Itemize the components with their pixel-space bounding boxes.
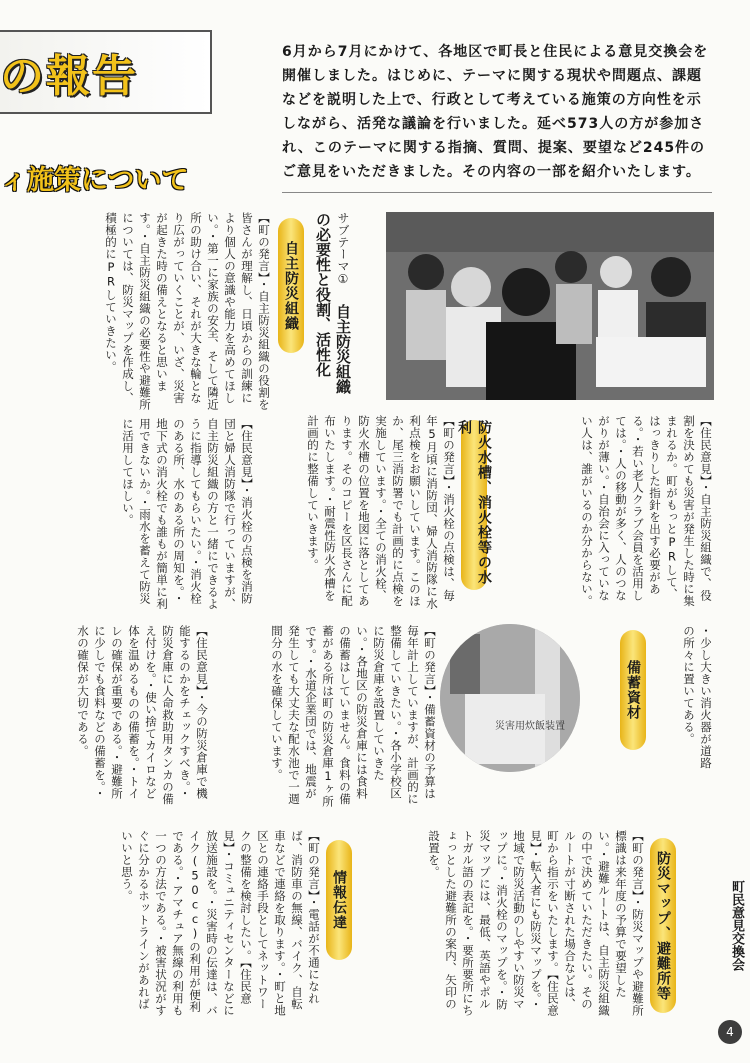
topic-bousui: 防火水槽、消火栓等の水利 [461,420,487,590]
topic-jishu: 自主防災組織 [278,218,304,353]
subtheme-label: サブテーマ① [336,212,350,286]
meeting-photo [386,212,714,400]
cooking-equipment-photo [440,624,580,772]
equipment-label: 災害用炊飯装置 [495,721,565,732]
column-bousui-town: 【町の発言】・消火栓の点検は、毎年5月頃に消防団、婦人消防隊に水利点検をお願いしています。このほか、尾三消防署でも計画的に点検を実施しています。・全ての消火栓、防火水槽の位置を地図に落としてあります。そのコピーを区長さんに配布いたします。・耐震性防火水槽を計画的に整備していきます。 [306,415,456,610]
topic-map: 防災マップ、避難所等 [650,838,676,1013]
topic-bichiku: 備蓄資材 [620,630,646,750]
subtheme-title: 自主防災組織の必要性と役割、活性化 [314,212,352,394]
cooking-equipment-image [440,624,580,772]
topic-joho: 情報伝達 [326,840,352,960]
page-number: 4 [718,1020,742,1044]
column-jishu-town: 【町の発言】・自主防災組織の役割を皆さんが理解し、日頃からの訓練により個人の意識や能力を高めてほしい。・第一に家族の安全、そして隣近所の助け合い、それが大きな輪となり広がっていくことが、いざ、災害が起きた時の備えとなると思います。・自主防災組織の必要性や避難所については、防災マップを作成し、積極的にPRしていきたい。 [104,212,271,411]
intro-paragraph: 6月から7月にかけて、各地区で町長と住民による意見交換会を開催しました。はじめに、テーマに関する現状や問題点、課題などを説明した上で、行政として考えている施策の方向性を示しながら、活発な議論を行いました。延べ573人の方が参加され、このテーマに関する指摘、質問、提案、要望など245件のご意見をいただきました。その内容の一部を紹介いたします。 [282,44,709,180]
column-map: 【町の発言】・防災マップや避難所標識は来年度の予算で要望したい。・避難ルートは、自主防災組織の中で決めていただきたい。そのルートが寸断された場合などは、町から指示をいたします。【住民意見】・転入者にも防災マップを。・地域で防災活動のしやすい防災マップに。・消火栓のマップを。・防災マップには、最低、英語やポルトガル語の表記を。・要所要所にちょっとした避難所の案内、矢印の設置を。 [427,830,645,1017]
column-jishu-residents: 【住民意見】・自主防災組織で、役割を決めても災害が発生した時に集まれるか。町がもっとPRして、はっきりした指針を出す必要がある。・若い老人クラブ会員を活用しては。・人の移動が多く、人のつながりが薄い。・自治会に入っていない人は、誰がいるのか分からない。 [580,415,713,607]
section-title: ィ施策について [0,165,189,196]
page-title: の報告 [0,51,138,102]
meeting-photo-image [386,212,714,400]
divider [282,192,712,193]
column-bichiku-residents: 【住民意見】・今の防災倉庫で機能するのかをチェックすべき。・防災倉庫に人命救助用タンカの備え付けを。・使い捨てカイロなど体を温めるものの備蓄を。・トイレの確保が重要である。・避難所に少しでも食料などの備蓄を。・水の確保が大切である。 [76,625,209,805]
side-title: 町民意見交換会 [729,880,744,971]
subtheme [313,212,353,402]
column-joho: 【町の発言】・電話が不通になれば、消防車の無線、バイク、自転車などで連絡を取ります。・町と地区との連絡手段としてネットワークの整備を検討したい。【住民意見】・コミュニティセンターなどに放送施設を。・災害時の伝達は、バイク(50cc)の利用が便利である。・アマチュア無線の利用も一つの方法である。・被害状況がすぐに分かるホットラインがあればいいと思う。 [120,830,321,1017]
column-jishu-extra: ・少し大きい消火器が道路の所々に置いてある。 [682,625,713,769]
column-bichiku-town: 【町の発言】・備蓄資材の予算は毎年計上していますが、計画的に整備していきたい。・各小学校区に防災倉庫を設置していきたい。・各地区の防災倉庫には食料の備蓄はしていません。食料の備蓄がある所は町の防災倉庫1ヶ所です。・水道企業団では、地震が発生しても大丈夫な配水池で一週間分の水を確保しています。 [270,625,437,808]
column-bousui-residents: 【住民意見】・消火栓の点検を消防団と婦人消防隊で行っていますが、自主防災組織の方と一緒にできるように指導してもらいたい。・消火栓のある所、水のある所の周知を。・地下式の消火栓でも誰もが簡単に利用できないか。・雨水を蓄えて防災に活用してほしい。 [121,418,254,610]
